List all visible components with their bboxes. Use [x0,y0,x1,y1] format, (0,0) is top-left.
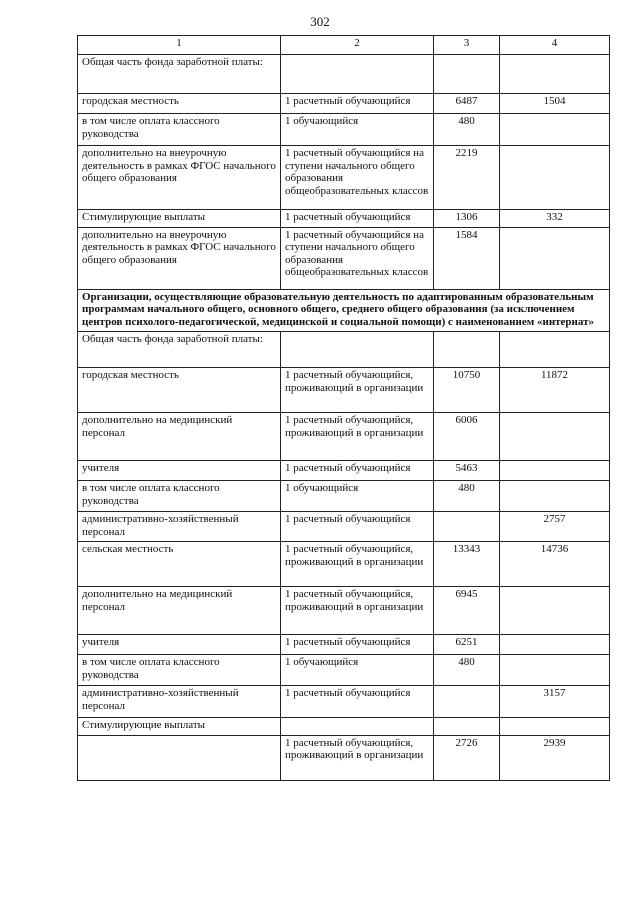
table-row [78,655,610,686]
unit-cell: 1 расчетный обучающийся на ступени начального общего образования общеобразовательных классов [281,227,434,289]
value-col4-cell [500,587,610,635]
value-col4-cell [500,114,610,146]
value-col3-cell: 6487 [434,94,500,114]
row-label-cell: Стимулирующие выплаты [78,718,281,736]
table-row [78,368,610,413]
unit-cell [281,55,434,94]
column-header: 4 [500,36,610,55]
unit-cell [281,718,434,736]
table-row [78,481,610,512]
value-col3-cell: 1584 [434,227,500,289]
value-col3-cell: 480 [434,481,500,512]
unit-cell: 1 расчетный обучающийся [281,512,434,542]
value-col4-cell: 1504 [500,94,610,114]
value-col3-cell: 6251 [434,635,500,655]
value-col4-cell [500,481,610,512]
row-label-cell: в том числе оплата классного руководства [78,655,281,686]
value-col4-cell [500,635,610,655]
value-col3-cell [434,55,500,94]
row-label-cell: в том числе оплата классного руководства [78,481,281,512]
table-row [78,587,610,635]
unit-cell: 1 обучающийся [281,655,434,686]
unit-cell: 1 расчетный обучающийся, проживающий в организации [281,587,434,635]
table-row [78,413,610,461]
value-col4-cell [500,332,610,368]
table-row [78,735,610,780]
value-col3-cell: 5463 [434,461,500,481]
value-col3-cell: 480 [434,655,500,686]
column-header: 3 [434,36,500,55]
column-header: 1 [78,36,281,55]
table-row [78,146,610,210]
row-label-cell: городская местность [78,94,281,114]
value-col3-cell [434,512,500,542]
value-col4-cell: 11872 [500,368,610,413]
value-col3-cell: 13343 [434,542,500,587]
unit-cell: 1 расчетный обучающийся на ступени начального общего образования общеобразовательных классов [281,146,434,210]
unit-cell: 1 расчетный обучающийся [281,210,434,228]
row-label-cell: дополнительно на медицинский персонал [78,413,281,461]
table-row [78,210,610,228]
unit-cell: 1 расчетный обучающийся, проживающий в организации [281,413,434,461]
unit-cell: 1 расчетный обучающийся [281,94,434,114]
value-col4-cell: 14736 [500,542,610,587]
row-label-cell: городская местность [78,368,281,413]
row-label-cell: административно-хозяйственный персонал [78,686,281,718]
value-col4-cell [500,55,610,94]
value-col3-cell [434,686,500,718]
value-col3-cell: 2726 [434,735,500,780]
row-label-cell: дополнительно на медицинский персонал [78,587,281,635]
table-row [78,686,610,718]
row-label-cell [78,735,281,780]
section-heading: Организации, осуществляющие образовательную деятельность по адаптированным образовательным программам начального общего, основного общего, среднего общего образования (за исключением центров психолого-педагогической, медицинской и социальной помощи) с наименованием «интернат» [78,289,610,332]
row-label-cell: Стимулирующие выплаты [78,210,281,228]
value-col4-cell [500,413,610,461]
table-row [78,542,610,587]
value-col3-cell: 6006 [434,413,500,461]
column-header-row [78,36,610,55]
value-col3-cell: 6945 [434,587,500,635]
section-row [78,289,610,332]
unit-cell [281,332,434,368]
unit-cell: 1 расчетный обучающийся [281,635,434,655]
unit-cell: 1 расчетный обучающийся [281,461,434,481]
table-row [78,55,610,94]
unit-cell: 1 расчетный обучающийся, проживающий в организации [281,368,434,413]
funding-table [77,35,610,781]
table-body [78,36,610,781]
unit-cell: 1 обучающийся [281,114,434,146]
table-row [78,461,610,481]
value-col4-cell: 2757 [500,512,610,542]
row-label-cell: Общая часть фонда заработной платы: [78,55,281,94]
value-col4-cell [500,718,610,736]
value-col4-cell [500,227,610,289]
value-col3-cell [434,718,500,736]
unit-cell: 1 расчетный обучающийся, проживающий в организации [281,542,434,587]
row-label-cell: Общая часть фонда заработной платы: [78,332,281,368]
table-row [78,635,610,655]
row-label-cell: сельская местность [78,542,281,587]
value-col3-cell [434,332,500,368]
table-row [78,114,610,146]
value-col4-cell: 2939 [500,735,610,780]
value-col4-cell [500,655,610,686]
value-col4-cell [500,146,610,210]
value-col4-cell: 3157 [500,686,610,718]
row-label-cell: дополнительно на внеурочную деятельность в рамках ФГОС начального общего образования [78,227,281,289]
value-col4-cell: 332 [500,210,610,228]
column-header: 2 [281,36,434,55]
unit-cell: 1 расчетный обучающийся, проживающий в организации [281,735,434,780]
value-col3-cell: 10750 [434,368,500,413]
unit-cell: 1 расчетный обучающийся [281,686,434,718]
table-row [78,718,610,736]
row-label-cell: учителя [78,461,281,481]
value-col3-cell: 1306 [434,210,500,228]
value-col3-cell: 2219 [434,146,500,210]
table-row [78,332,610,368]
value-col3-cell: 480 [434,114,500,146]
table-row [78,227,610,289]
row-label-cell: дополнительно на внеурочную деятельность в рамках ФГОС начального общего образования [78,146,281,210]
row-label-cell: в том числе оплата классного руководства [78,114,281,146]
value-col4-cell [500,461,610,481]
table-row [78,512,610,542]
row-label-cell: учителя [78,635,281,655]
unit-cell: 1 обучающийся [281,481,434,512]
page-number: 302 [310,14,330,29]
table-row [78,94,610,114]
row-label-cell: административно-хозяйственный персонал [78,512,281,542]
